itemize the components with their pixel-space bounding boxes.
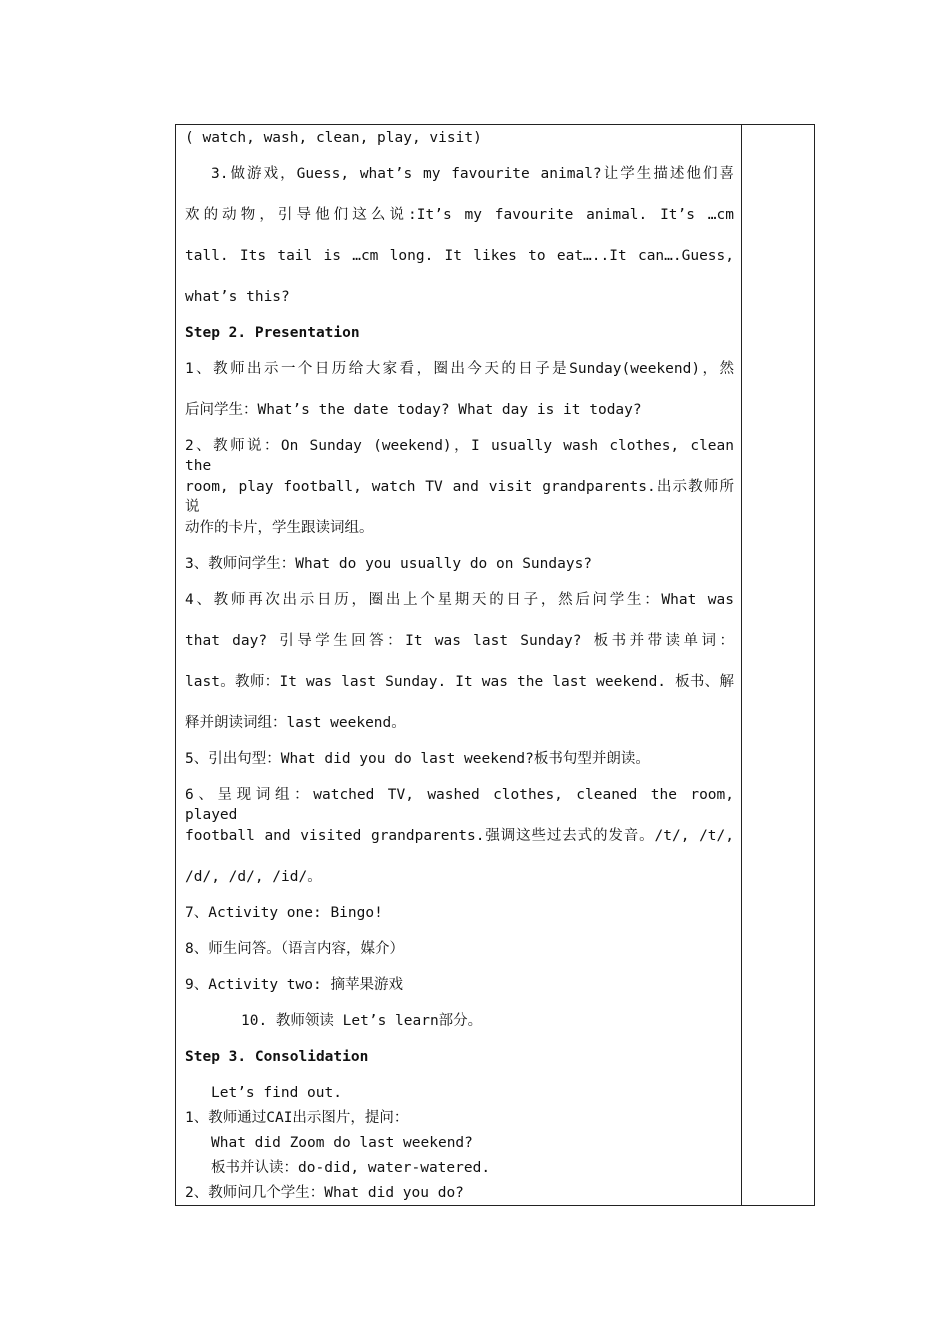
text-line: what’s this? (185, 289, 290, 305)
text-line: football and visited grandparents.强调这些过去式的发音。/t/, /t/, (185, 828, 734, 844)
text-line: 2、教师问几个学生：What did you do? (185, 1185, 464, 1201)
text-line: ( watch, wash, clean, play, visit) (185, 130, 482, 146)
text-line: 3.做游戏，Guess, what’s my favourite animal?让学生描述他们喜 (211, 166, 734, 182)
step-heading: Step 2. Presentation (185, 325, 360, 341)
text-line: 8、师生问答。（语言内容，媒介） (185, 941, 404, 957)
text-line: tall. Its tail is …cm long. It likes to eat…..It can….Guess, (185, 248, 734, 264)
text-line: /d/, /d/, /id/。 (185, 869, 322, 885)
text-line: 10. 教师领读 Let’s learn部分。 (241, 1013, 483, 1029)
text-line: last。教师：It was last Sunday. It was the last weekend. 板书、解 (185, 674, 734, 690)
text-line: What did Zoom do last weekend? (211, 1135, 473, 1151)
text-line: room, play football, watch TV and visit grandparents.出示教师所说 (185, 479, 734, 515)
text-line: 动作的卡片，学生跟读词组。 (185, 520, 374, 536)
text-line: 板书并认读：do-did, water-watered. (211, 1160, 491, 1176)
text-line: 9、Activity two: 摘苹果游戏 (185, 977, 403, 993)
text-line: 7、Activity one: Bingo! (185, 905, 383, 921)
step-heading: Step 3. Consolidation (185, 1049, 369, 1065)
text-line: Let’s find out. (211, 1085, 342, 1101)
text-line: 释并朗读词组：last weekend。 (185, 715, 406, 731)
notes-cell (742, 125, 814, 1205)
text-line: 2、教师说：On Sunday (weekend)，I usually wash clothes, clean the (185, 438, 734, 474)
text-line: 3、教师问学生：What do you usually do on Sundays? (185, 556, 593, 572)
text-line: 5、引出句型：What did you do last weekend?板书句型并朗读。 (185, 751, 650, 767)
text-line: 6、呈现词组：watched TV, washed clothes, cleaned the room, played (185, 787, 734, 823)
text-line: 欢的动物，引导他们这么说:It’s my favourite animal. It’s …cm (185, 207, 734, 223)
text-line: 1、教师出示一个日历给大家看，圈出今天的日子是Sunday(weekend)，然 (185, 361, 734, 377)
text-line: 4、教师再次出示日历，圈出上个星期天的日子，然后问学生：What was (185, 592, 734, 608)
text-line: 1、教师通过CAI出示图片，提问： (185, 1110, 409, 1126)
text-line: 后问学生：What’s the date today? What day is it today? (185, 402, 642, 418)
text-line: that day? 引导学生回答：It was last Sunday? 板书并带读单词： (185, 633, 734, 649)
lesson-plan-table (175, 124, 815, 1206)
